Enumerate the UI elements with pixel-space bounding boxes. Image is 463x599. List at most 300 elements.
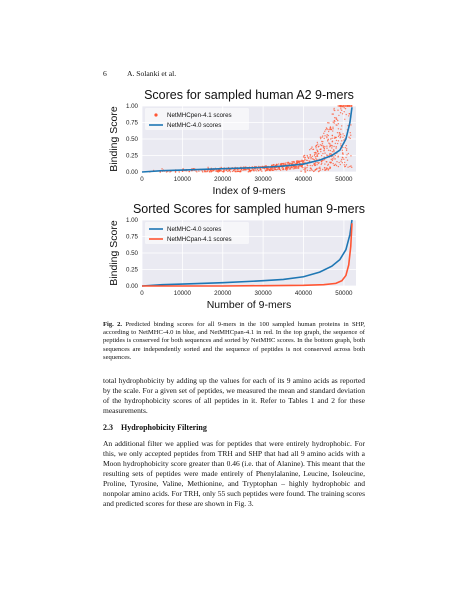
scatter-point bbox=[337, 110, 338, 111]
scatter-point bbox=[332, 130, 333, 131]
scatter-point bbox=[337, 156, 338, 157]
scatter-point bbox=[326, 136, 327, 137]
scatter-point bbox=[315, 146, 316, 147]
caption-text: Predicted binding scores for all 9-mers in the 100 sampled human proteins in SHP, according to NetMHC-4.0 in blue, and NetMHCpan-4.1 in red. In the top graph, the sequence of peptides is conserved for both sequences and sorted by NetMHC scores. In the bottom graph, both sequences are independently sorted and the sequence of peptides is not conserved across both sequences. bbox=[103, 321, 365, 361]
scatter-point bbox=[323, 145, 324, 146]
body-paragraph-2: An additional filter we applied was for peptides that were entirely hydrophobic. For this, we only accepted peptides from TRH and SHP that had all 9 amino acids with a Moon hydrophobicity score greater than 0.46 (i.e. that of Alanine). This meant that the resulting sets of peptides were made entirely of Phenylalanine, Leucine, Isoleucine, Proline, Tyrosine, Valine, Methionine, and Tryptophan – highly hydrophobic and nonpolar amino acids. For TRH, only 55 such peptides were found. The training scores and predicted scores for these are shown in Fig. 3. bbox=[103, 439, 365, 508]
scatter-point bbox=[257, 169, 258, 170]
scatter-point bbox=[272, 168, 273, 169]
scatter-point bbox=[339, 132, 340, 133]
scatter-point bbox=[338, 136, 339, 137]
scatter-point bbox=[342, 162, 343, 163]
scatter-point bbox=[332, 163, 333, 164]
scatter-point bbox=[350, 135, 351, 136]
scatter-point bbox=[299, 161, 300, 162]
scatter-point bbox=[300, 171, 301, 172]
scatter-point bbox=[326, 148, 327, 149]
scatter-point bbox=[324, 135, 325, 136]
y-tick-label: 0.25 bbox=[125, 266, 138, 274]
scatter-point bbox=[332, 160, 333, 161]
scatter-point bbox=[327, 122, 328, 123]
scatter-point bbox=[347, 159, 348, 160]
scatter-point bbox=[333, 146, 334, 147]
x-tick-label: 0 bbox=[140, 176, 144, 183]
scatter-point bbox=[332, 113, 333, 114]
scatter-point bbox=[333, 121, 334, 122]
y-tick-label: 0.25 bbox=[125, 152, 138, 160]
scatter-point bbox=[331, 162, 332, 163]
scatter-point bbox=[329, 153, 330, 154]
scatter-point bbox=[348, 136, 349, 137]
scatter-point bbox=[310, 158, 311, 159]
chart-title: Sorted Scores for sampled human 9-mers bbox=[132, 202, 366, 216]
caption-label: Fig. 2. bbox=[103, 321, 123, 328]
scatter-point bbox=[314, 163, 315, 164]
scatter-point bbox=[300, 166, 301, 167]
y-tick-label: 0.75 bbox=[125, 233, 138, 241]
scatter-point bbox=[274, 169, 275, 170]
scatter-point bbox=[340, 129, 341, 130]
scatter-point bbox=[338, 140, 339, 141]
scatter-point bbox=[320, 148, 321, 149]
scatter-point bbox=[311, 146, 312, 147]
scatter-point bbox=[287, 168, 288, 169]
scatter-point bbox=[324, 163, 325, 164]
y-axis-label: Binding Score bbox=[108, 106, 120, 172]
x-tick-label: 30000 bbox=[254, 176, 272, 183]
scatter-point bbox=[336, 146, 337, 147]
scatter-point bbox=[298, 168, 299, 169]
scatter-point bbox=[326, 127, 327, 128]
scatter-point bbox=[314, 159, 315, 160]
scatter-point bbox=[346, 148, 347, 149]
y-axis-label: Binding Score bbox=[108, 220, 120, 286]
scatter-point bbox=[175, 171, 176, 172]
scatter-point bbox=[321, 155, 322, 156]
scatter-point bbox=[315, 153, 316, 154]
scatter-point bbox=[282, 163, 283, 164]
scatter-point bbox=[345, 166, 346, 167]
scatter-point bbox=[309, 149, 310, 150]
running-head-authors: A. Solanki et al. bbox=[127, 69, 177, 78]
scatter-point bbox=[334, 138, 335, 139]
scatter-point bbox=[343, 107, 344, 108]
scatter-point bbox=[347, 166, 348, 167]
scatter-point bbox=[280, 170, 281, 171]
legend-marker bbox=[154, 113, 157, 116]
scatter-point bbox=[338, 115, 339, 116]
scatter-point bbox=[270, 170, 271, 171]
scatter-point bbox=[291, 167, 292, 168]
scatter-point bbox=[341, 159, 342, 160]
section-title: Hydrophobicity Filtering bbox=[121, 423, 207, 432]
scatter-point bbox=[350, 155, 351, 156]
scatter-point bbox=[230, 171, 231, 172]
scatter-point bbox=[344, 164, 345, 165]
scatter-point bbox=[240, 170, 241, 171]
scatter-point bbox=[317, 142, 318, 143]
scatter-point bbox=[342, 113, 343, 114]
scatter-point bbox=[298, 166, 299, 167]
scatter-point bbox=[334, 110, 335, 111]
scatter-point bbox=[346, 114, 347, 115]
scatter-point bbox=[350, 132, 351, 133]
scatter-point bbox=[324, 131, 325, 132]
scatter-point bbox=[333, 156, 334, 157]
scatter-point bbox=[309, 170, 310, 171]
scatter-point bbox=[234, 171, 235, 172]
scatter-point bbox=[334, 122, 335, 123]
scatter-point bbox=[330, 150, 331, 151]
scatter-point bbox=[285, 167, 286, 168]
scatter-point bbox=[306, 167, 307, 168]
scatter-point bbox=[278, 168, 279, 169]
scatter-point bbox=[283, 169, 284, 170]
scatter-point bbox=[312, 165, 313, 166]
scatter-point bbox=[322, 169, 323, 170]
scatter-point bbox=[237, 170, 238, 171]
scatter-point bbox=[334, 120, 335, 121]
scatter-point bbox=[255, 169, 256, 170]
scatter-point bbox=[338, 128, 339, 129]
scatter-point bbox=[316, 155, 317, 156]
chart-top-svg bbox=[88, 86, 370, 198]
scatter-point bbox=[242, 170, 243, 171]
scatter-point bbox=[227, 171, 228, 172]
scatter-point bbox=[321, 161, 322, 162]
scatter-point bbox=[335, 164, 336, 165]
legend bbox=[145, 108, 249, 130]
scatter-point bbox=[332, 127, 333, 128]
scatter-point bbox=[328, 122, 329, 123]
scatter-point bbox=[308, 157, 309, 158]
scatter-point bbox=[331, 145, 332, 146]
x-tick-label: 10000 bbox=[173, 290, 191, 297]
scatter-point bbox=[297, 160, 298, 161]
scatter-point bbox=[297, 162, 298, 163]
scatter-point bbox=[310, 167, 311, 168]
scatter-point bbox=[267, 168, 268, 169]
scatter-point bbox=[305, 168, 306, 169]
scatter-point bbox=[280, 163, 281, 164]
scatter-point bbox=[279, 168, 280, 169]
x-tick-label: 50000 bbox=[335, 290, 353, 297]
scatter-point bbox=[338, 166, 339, 167]
scatter-point bbox=[319, 167, 320, 168]
scatter-point bbox=[338, 162, 339, 163]
scatter-point bbox=[332, 135, 333, 136]
scatter-point bbox=[328, 135, 329, 136]
scatter-point bbox=[281, 167, 282, 168]
scatter-point bbox=[335, 158, 336, 159]
scatter-point bbox=[295, 167, 296, 168]
scatter-point bbox=[314, 164, 315, 165]
scatter-point bbox=[307, 160, 308, 161]
scatter-point bbox=[324, 146, 325, 147]
y-tick-label: 1.00 bbox=[125, 217, 138, 224]
scatter-point bbox=[322, 143, 323, 144]
scatter-point bbox=[224, 170, 225, 171]
page-number: 6 bbox=[103, 69, 107, 78]
scatter-point bbox=[289, 163, 290, 164]
legend-entry: NetMHCpan-4.1 scores bbox=[167, 236, 232, 244]
scatter-point bbox=[348, 115, 349, 116]
scatter-point bbox=[309, 154, 310, 155]
scatter-point bbox=[336, 140, 337, 141]
scatter-point bbox=[340, 105, 341, 106]
scatter-point bbox=[335, 117, 336, 118]
scatter-point bbox=[340, 143, 341, 144]
scatter-point bbox=[341, 125, 342, 126]
scatter-point bbox=[309, 156, 310, 157]
scatter-point bbox=[330, 138, 331, 139]
scatter-point bbox=[345, 157, 346, 158]
scatter-point bbox=[340, 133, 341, 134]
scatter-point bbox=[332, 128, 333, 129]
scatter-point bbox=[340, 112, 341, 113]
scatter-point bbox=[313, 171, 314, 172]
scatter-point bbox=[324, 167, 325, 168]
y-tick-label: 0.50 bbox=[125, 250, 138, 257]
scatter-point bbox=[317, 153, 318, 154]
scatter-point bbox=[328, 142, 329, 143]
scatter-point bbox=[318, 171, 319, 172]
legend bbox=[145, 222, 249, 244]
scatter-point bbox=[206, 171, 207, 172]
scatter-point bbox=[345, 147, 346, 148]
scatter-point bbox=[202, 171, 203, 172]
scatter-point bbox=[223, 171, 224, 172]
scatter-point bbox=[320, 137, 321, 138]
x-axis-label: Index of 9-mers bbox=[212, 185, 286, 197]
scatter-point bbox=[219, 170, 220, 171]
legend-entry: NetMHC-4.0 scores bbox=[167, 226, 222, 234]
scatter-point bbox=[324, 152, 325, 153]
scatter-point bbox=[313, 159, 314, 160]
scatter-point bbox=[306, 160, 307, 161]
scatter-point bbox=[315, 162, 316, 163]
scatter-point bbox=[345, 108, 346, 109]
y-tick-label: 0.00 bbox=[125, 169, 138, 176]
scatter-point bbox=[328, 150, 329, 151]
scatter-point bbox=[350, 124, 351, 125]
scatter-point bbox=[317, 151, 318, 152]
scatter-point bbox=[340, 160, 341, 161]
x-tick-label: 50000 bbox=[335, 176, 353, 183]
scatter-point bbox=[325, 129, 326, 130]
scatter-point bbox=[296, 166, 297, 167]
scatter-point bbox=[198, 170, 199, 171]
scatter-point bbox=[316, 164, 317, 165]
scatter-point bbox=[346, 105, 347, 106]
scatter-point bbox=[326, 145, 327, 146]
scatter-point bbox=[337, 132, 338, 133]
scatter-point bbox=[342, 150, 343, 151]
scatter-point bbox=[345, 105, 346, 106]
scatter-point bbox=[329, 127, 330, 128]
scatter-point bbox=[233, 170, 234, 171]
scatter-point bbox=[256, 170, 257, 171]
scatter-point bbox=[264, 168, 265, 169]
scatter-point bbox=[318, 163, 319, 164]
scatter-point bbox=[335, 147, 336, 148]
scatter-point bbox=[342, 133, 343, 134]
scatter-point bbox=[343, 111, 344, 112]
scatter-point bbox=[344, 162, 345, 163]
scatter-point bbox=[321, 145, 322, 146]
x-tick-label: 20000 bbox=[214, 290, 232, 297]
scatter-point bbox=[349, 105, 350, 106]
scatter-point bbox=[278, 163, 279, 164]
x-tick-label: 40000 bbox=[294, 290, 313, 297]
scatter-point bbox=[344, 119, 345, 120]
scatter-point bbox=[312, 156, 313, 157]
scatter-point bbox=[315, 152, 316, 153]
scatter-point bbox=[329, 162, 330, 163]
scatter-point bbox=[327, 139, 328, 140]
scatter-point bbox=[276, 169, 277, 170]
scatter-point bbox=[337, 120, 338, 121]
scatter-point bbox=[326, 137, 327, 138]
scatter-point bbox=[310, 148, 311, 149]
scatter-point bbox=[333, 165, 334, 166]
scatter-point bbox=[294, 166, 295, 167]
scatter-point bbox=[331, 129, 332, 130]
scatter-point bbox=[261, 170, 262, 171]
scatter-point bbox=[329, 166, 330, 167]
scatter-point bbox=[339, 137, 340, 138]
scatter-point bbox=[260, 169, 261, 170]
scatter-point bbox=[350, 138, 351, 139]
scatter-point bbox=[328, 169, 329, 170]
scatter-point bbox=[310, 165, 311, 166]
scatter-point bbox=[300, 161, 301, 162]
legend-entry: NetMHC-4.0 scores bbox=[167, 122, 222, 130]
scatter-point bbox=[334, 117, 335, 118]
scatter-point bbox=[332, 158, 333, 159]
scatter-point bbox=[296, 161, 297, 162]
scatter-point bbox=[166, 171, 167, 172]
x-tick-label: 0 bbox=[140, 290, 144, 297]
scatter-point bbox=[304, 155, 305, 156]
scatter-point bbox=[335, 155, 336, 156]
scatter-point bbox=[305, 171, 306, 172]
scatter-point bbox=[327, 165, 328, 166]
scatter-point bbox=[302, 160, 303, 161]
scatter-point bbox=[318, 146, 319, 147]
scatter-point bbox=[265, 170, 266, 171]
scatter-point bbox=[326, 154, 327, 155]
scatter-point bbox=[333, 149, 334, 150]
chart-bottom-svg bbox=[88, 200, 370, 312]
scatter-point bbox=[339, 134, 340, 135]
scatter-point bbox=[232, 171, 233, 172]
scatter-point bbox=[335, 124, 336, 125]
scatter-point bbox=[333, 108, 334, 109]
scatter-point bbox=[316, 168, 317, 169]
scatter-point bbox=[275, 164, 276, 165]
scatter-point bbox=[326, 168, 327, 169]
figure-caption bbox=[103, 321, 365, 362]
section-number: 2.3 bbox=[103, 423, 113, 432]
scatter-point bbox=[290, 167, 291, 168]
scatter-point bbox=[320, 138, 321, 139]
scatter-point bbox=[329, 168, 330, 169]
scatter-point bbox=[207, 167, 208, 168]
scatter-point bbox=[320, 144, 321, 145]
scatter-point bbox=[303, 169, 304, 170]
x-tick-label: 10000 bbox=[173, 176, 191, 183]
scatter-point bbox=[313, 149, 314, 150]
x-tick-label: 40000 bbox=[294, 176, 313, 183]
scatter-point bbox=[270, 168, 271, 169]
scatter-point bbox=[323, 147, 324, 148]
scatter-point bbox=[315, 147, 316, 148]
scatter-point bbox=[350, 165, 351, 166]
scatter-point bbox=[322, 153, 323, 154]
scatter-point bbox=[328, 131, 329, 132]
scatter-point bbox=[336, 161, 337, 162]
scatter-point bbox=[342, 137, 343, 138]
chart-bottom bbox=[88, 200, 370, 312]
scatter-point bbox=[217, 171, 218, 172]
scatter-point bbox=[346, 164, 347, 165]
x-tick-label: 30000 bbox=[254, 290, 272, 297]
scatter-point bbox=[351, 167, 352, 168]
legend-entry: NetMHCpen-4.1 scores bbox=[167, 112, 232, 120]
scatter-point bbox=[344, 135, 345, 136]
scatter-point bbox=[286, 162, 287, 163]
scatter-point bbox=[346, 145, 347, 146]
scatter-point bbox=[246, 169, 247, 170]
scatter-point bbox=[332, 151, 333, 152]
x-axis-label: Number of 9-mers bbox=[206, 299, 292, 311]
scatter-point bbox=[343, 159, 344, 160]
scatter-point bbox=[272, 169, 273, 170]
scatter-point bbox=[336, 165, 337, 166]
scatter-point bbox=[288, 166, 289, 167]
scatter-point bbox=[342, 157, 343, 158]
y-tick-label: 1.00 bbox=[125, 103, 138, 110]
chart-title: Scores for sampled human A2 9-mers bbox=[144, 88, 354, 102]
scatter-point bbox=[161, 168, 162, 169]
scatter-point bbox=[340, 164, 341, 165]
scatter-point bbox=[321, 163, 322, 164]
scatter-point bbox=[225, 170, 226, 171]
scatter-point bbox=[304, 157, 305, 158]
scatter-point bbox=[338, 123, 339, 124]
scatter-point bbox=[293, 162, 294, 163]
scatter-point bbox=[326, 161, 327, 162]
scatter-point bbox=[320, 169, 321, 170]
scatter-point bbox=[285, 162, 286, 163]
scatter-point bbox=[349, 113, 350, 114]
scatter-point bbox=[320, 151, 321, 152]
scatter-point bbox=[323, 150, 324, 151]
scatter-point bbox=[333, 151, 334, 152]
y-tick-label: 0.50 bbox=[125, 136, 138, 143]
scatter-point bbox=[304, 159, 305, 160]
scatter-point bbox=[248, 169, 249, 170]
scatter-point bbox=[317, 143, 318, 144]
scatter-point bbox=[258, 170, 259, 171]
scatter-point bbox=[340, 108, 341, 109]
scatter-point bbox=[324, 138, 325, 139]
scatter-point bbox=[346, 150, 347, 151]
x-tick-label: 20000 bbox=[214, 176, 232, 183]
scatter-point bbox=[315, 156, 316, 157]
scatter-point bbox=[343, 105, 344, 106]
